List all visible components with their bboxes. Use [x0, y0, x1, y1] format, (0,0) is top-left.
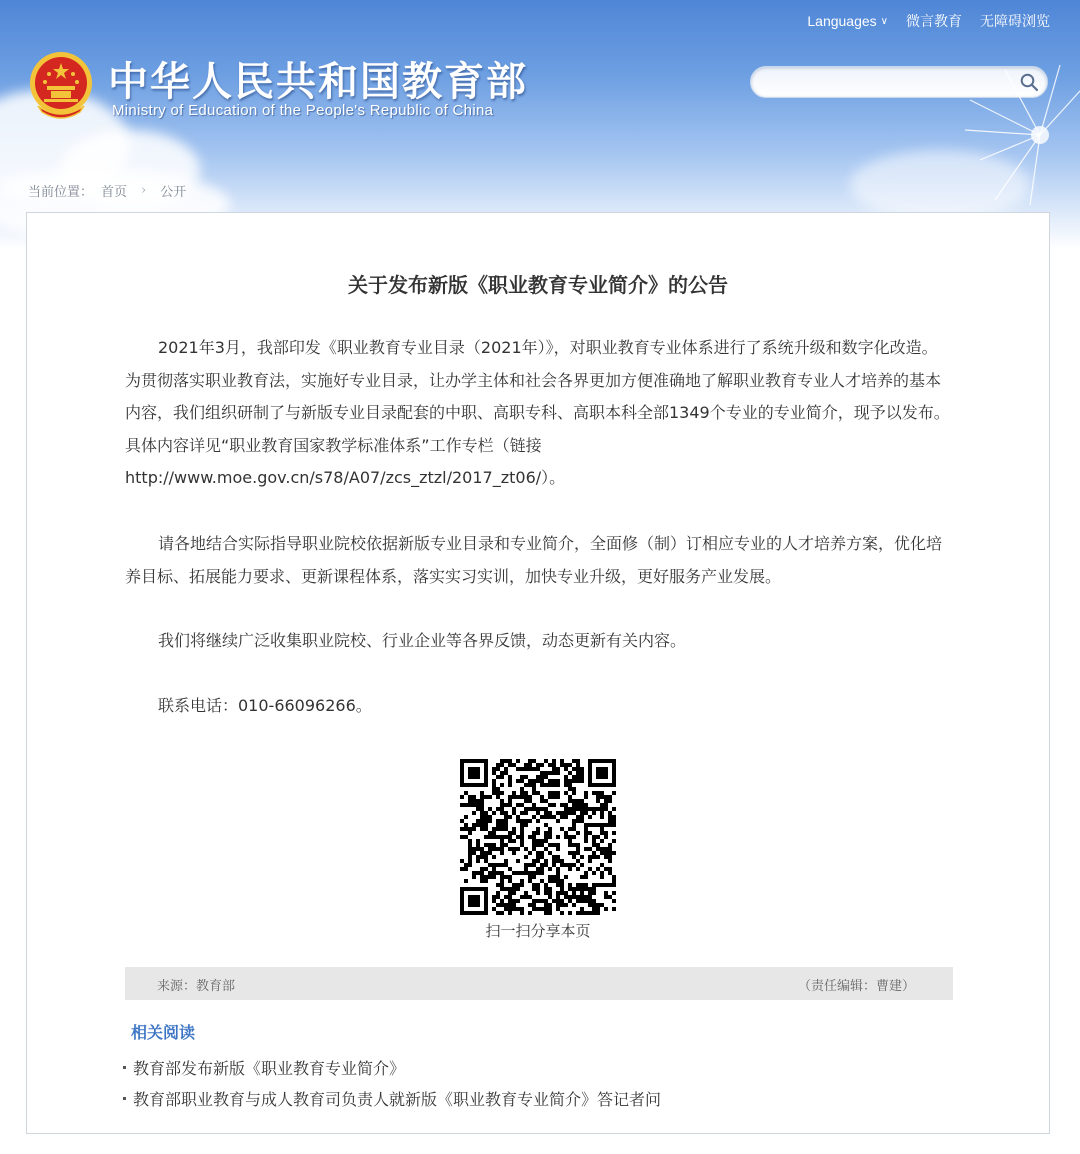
breadcrumb-public[interactable]: 公开 — [160, 185, 187, 200]
site-subtitle: Ministry of Education of the People's Republic of China — [112, 102, 494, 119]
bullet-icon — [123, 1097, 126, 1100]
breadcrumb — [28, 181, 186, 200]
accessibility-link[interactable]: 无障碍浏览 — [980, 13, 1050, 29]
dandelion-decoration-icon — [950, 60, 1080, 210]
related-link[interactable]: 教育部职业教育与成人教育司负责人就新版《职业教育专业简介》答记者问 — [133, 1090, 662, 1109]
related-reading-title: 相关阅读 — [131, 1023, 196, 1042]
site-title: 中华人民共和国教育部 — [108, 59, 528, 105]
chevron-right-icon: › — [141, 183, 147, 198]
article-paragraph: 联系电话：010-66096266。 — [158, 696, 372, 715]
breadcrumb-home[interactable]: 首页 — [101, 185, 128, 200]
top-links — [807, 11, 1050, 31]
related-link[interactable]: 教育部发布新版《职业教育专业简介》 — [133, 1059, 406, 1078]
article-paragraph: 请各地结合实际指导职业院校依据新版专业目录和专业简介，全面修（制）订相应专业的人才培养方案，优化培养目标、拓展能力要求、更新课程体系，落实实习实训，加快专业升级，更好服务产业发展。 — [125, 534, 943, 586]
share-qr-block — [460, 759, 616, 941]
article-title: 关于发布新版《职业教育专业简介》的公告 — [348, 273, 728, 297]
article-paragraph: 2021年3月，我部印发《职业教育专业目录（2021年）》，对职业教育专业体系进行了系统升级和数字化改造。为贯彻落实职业教育法，实施好专业目录，让办学主体和社会各界更加方便准确地了解职业教育专业人才培养的基本内容，我们组织研制了与新版专业目录配套的中职、高职专科、高职本科全部1349个专业的专业简介，现予以发布。具体内容详见“职业教育国家教学标准体系”工作专栏（链接http://www.moe.gov.cn/s78/A07/zcs_ztzl/2017_zt06/）。 — [125, 338, 950, 487]
article-editor: （责任编辑：曹建） — [797, 979, 915, 994]
chevron-down-icon: ∨ — [880, 15, 888, 27]
languages-label: Languages — [807, 13, 877, 29]
article-paragraph: 我们将继续广泛收集职业院校、行业企业等各界反馈，动态更新有关内容。 — [158, 631, 687, 650]
list-item — [123, 1084, 661, 1115]
article-container — [26, 212, 1050, 1134]
qr-code-icon[interactable] — [460, 759, 616, 915]
bullet-icon — [123, 1066, 126, 1069]
related-reading-list — [123, 1053, 661, 1115]
article-meta-bar — [125, 967, 953, 1000]
breadcrumb-label: 当前位置： — [28, 185, 94, 200]
qr-caption: 扫一扫分享本页 — [485, 922, 591, 940]
languages-link[interactable] — [807, 11, 888, 31]
national-emblem-icon — [28, 50, 94, 120]
article-source: 来源：教育部 — [157, 979, 236, 994]
list-item — [123, 1053, 661, 1084]
wechat-link[interactable]: 微言教育 — [906, 13, 962, 29]
